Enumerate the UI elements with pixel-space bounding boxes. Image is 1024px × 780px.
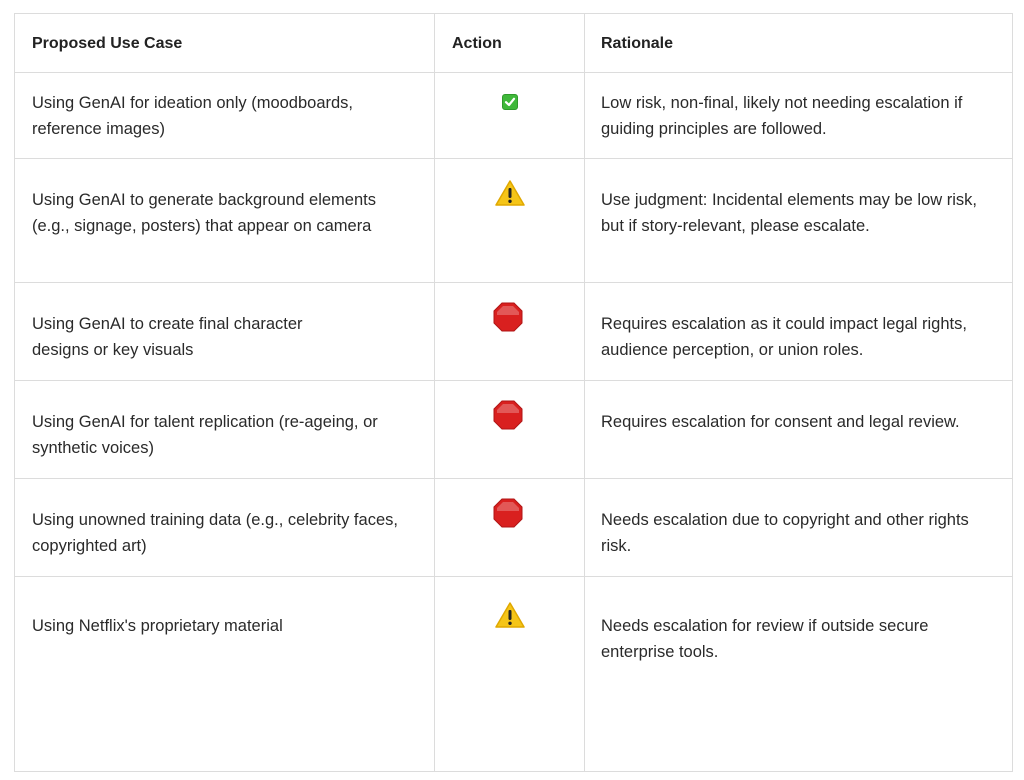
use-case-text: Using Netflix's proprietary material [32,617,283,635]
rationale-text: Requires escalation for consent and legal review. [601,413,960,431]
rationale-cell [585,73,1012,158]
table-row [15,380,1012,478]
rationale-cell [585,381,1012,478]
warning-icon [494,601,526,629]
use-case-text: Using GenAI for talent replication (re-ageing, or synthetic voices) [32,413,378,457]
use-case-cell [15,283,435,380]
use-case-text: Using GenAI to generate background elements (e.g., signage, posters) that appear on camera [32,191,376,235]
header-cell-rationale [585,14,1012,72]
use-case-cell [15,159,435,282]
action-cell [435,283,585,380]
action-cell [435,159,585,282]
table-row [15,282,1012,380]
rationale-text: Needs escalation due to copyright and other rights risk. [601,511,969,555]
header-use-case: Proposed Use Case [32,35,183,52]
action-cell [435,577,585,771]
use-case-text: Using unowned training data (e.g., celebrity faces, copyrighted art) [32,511,398,555]
rationale-cell [585,283,1012,380]
header-cell-action [435,14,585,72]
rationale-text: Low risk, non-final, likely not needing escalation if guiding principles are followed. [601,94,963,138]
stop-icon [492,399,524,431]
header-action: Action [452,35,502,52]
table-row [15,478,1012,576]
header-cell-use-case [15,14,435,72]
rationale-cell [585,577,1012,771]
header-rationale: Rationale [601,35,674,52]
table-header-row [15,14,1012,72]
use-case-cell [15,577,435,771]
use-case-table [14,13,1013,772]
rationale-cell [585,159,1012,282]
rationale-cell [585,479,1012,576]
warning-icon [494,179,526,207]
use-case-text: Using GenAI to create final character designs or key visuals [32,315,303,359]
action-cell [435,381,585,478]
action-cell [435,73,585,158]
use-case-cell [15,479,435,576]
rationale-text: Use judgment: Incidental elements may be low risk, but if story-relevant, please escalate. [601,191,978,235]
stop-icon [492,301,524,333]
check-icon [502,94,518,110]
stop-icon [492,497,524,529]
action-cell [435,479,585,576]
rationale-text: Requires escalation as it could impact legal rights, audience perception, or union roles. [601,315,967,359]
table-row [15,576,1012,771]
use-case-cell [15,73,435,158]
use-case-text: Using GenAI for ideation only (moodboards, reference images) [32,94,354,138]
table-row [15,72,1012,158]
use-case-cell [15,381,435,478]
rationale-text: Needs escalation for review if outside secure enterprise tools. [601,617,929,661]
table-row [15,158,1012,282]
